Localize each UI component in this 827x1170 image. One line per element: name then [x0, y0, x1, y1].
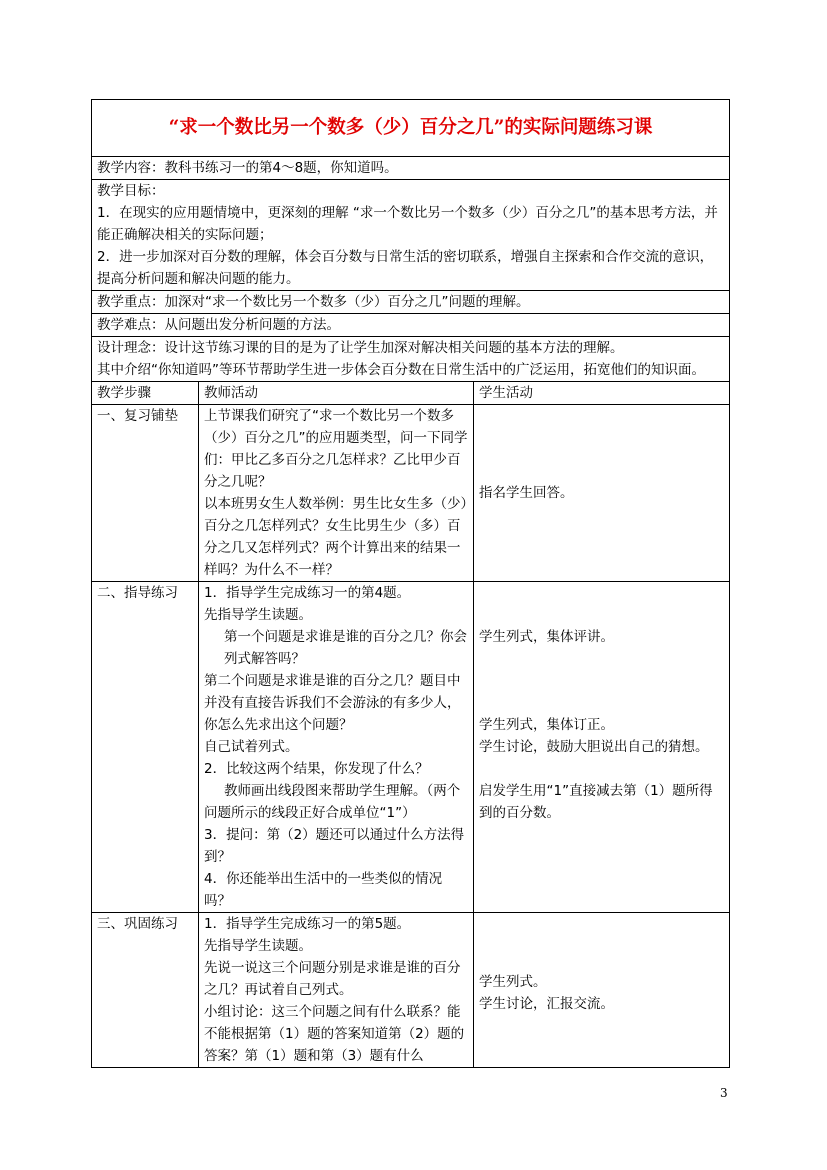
teacher-line: 以本班男女生人数举例：男生比女生多（少）百分之几怎样列式？女生比男生少（多）百分之几又怎样列式？两个计算出来的结果一样吗？为什么不一样？ [204, 496, 468, 578]
student-activity [474, 913, 730, 1068]
step-label: 一、复习铺垫 [92, 405, 199, 582]
table-row [92, 405, 730, 582]
difficulty: 教学难点：从问题出发分析问题的方法。 [92, 314, 730, 337]
student-line: 启发学生用“1”直接减去第（1）题所得到的百分数。 [479, 783, 713, 821]
teaching-goals [92, 180, 730, 291]
goal-item: 2．进一步加深对百分数的理解，体会百分数与日常生活的密切联系，增强自主探索和合作交流的意识，提高分析问题和解决问题的能力。 [97, 249, 714, 287]
student-line: 学生讨论，汇报交流。 [479, 996, 614, 1012]
goals-heading: 教学目标： [97, 183, 165, 199]
teaching-content: 教学内容：教科书练习一的第4～8题，你知道吗。 [92, 157, 730, 180]
lesson-plan-page [91, 99, 729, 1068]
teacher-line: 4．你还能举出生活中的一些类似的情况吗？ [204, 871, 443, 909]
concept-line: 设计理念：设计这节练习课的目的是为了让学生加深对解决相关问题的基本方法的理解。 [97, 340, 624, 356]
lesson-plan-table [91, 99, 730, 1068]
key-point: 教学重点：加深对“求一个数比另一个数多（少）百分之几”问题的理解。 [92, 291, 730, 314]
student-line: 学生列式，集体订正。 [479, 717, 614, 733]
teacher-line: 先说一说这三个问题分别是求谁是谁的百分之几？再试着自己列式。 [204, 960, 461, 998]
teacher-line: 先指导学生读题。 [204, 938, 312, 954]
header-step: 教学步骤 [92, 382, 199, 405]
student-line: 学生讨论，鼓励大胆说出自己的猜想。 [479, 739, 709, 755]
student-line: 指名学生回答。 [479, 485, 574, 501]
header-teacher: 教师活动 [199, 382, 474, 405]
teacher-line: 2．比较这两个结果，你发现了什么？ [204, 761, 429, 777]
page-number: 3 [720, 1086, 728, 1100]
student-activity [474, 582, 730, 913]
teacher-activity [199, 405, 474, 582]
table-row [92, 582, 730, 913]
student-activity [474, 405, 730, 582]
design-concept [92, 337, 730, 382]
step-label: 三、巩固练习 [92, 913, 199, 1068]
table-row [92, 913, 730, 1068]
teacher-activity [199, 913, 474, 1068]
teacher-line: 1．指导学生完成练习一的第5题。 [204, 916, 411, 932]
student-line: 学生列式，集体评讲。 [479, 629, 614, 645]
concept-line: 其中介绍“你知道吗”等环节帮助学生进一步体会百分数在日常生活中的广泛运用，拓宽他们的知识面。 [97, 362, 705, 378]
teacher-line: 1．指导学生完成练习一的第4题。 [204, 585, 411, 601]
student-line: 学生列式。 [479, 974, 547, 990]
teacher-line: 先指导学生读题。 [204, 607, 312, 623]
teacher-line: 自己试着列式。 [204, 739, 299, 755]
teacher-line: 第一个问题是求谁是谁的百分之几？你会列式解答吗？ [224, 629, 467, 667]
teacher-line: 第二个问题是求谁是谁的百分之几？题目中并没有直接告诉我们不会游泳的有多少人，你怎么先求出这个问题？ [204, 673, 461, 733]
teacher-line: 小组讨论：这三个问题之间有什么联系？能不能根据第（1）题的答案知道第（2）题的答案？第（1）题和第（3）题有什么 [204, 1004, 465, 1064]
teacher-line: 3．提问：第（2）题还可以通过什么方法得到？ [204, 827, 465, 865]
teacher-line: 教师画出线段图来帮助学生理解。（两个问题所示的线段正好合成单位“1”） [204, 783, 461, 821]
teacher-line: 上节课我们研究了“求一个数比另一个数多（少）百分之几”的应用题类型，问一下同学们：甲比乙多百分之几怎样求？乙比甲少百分之几呢？ [204, 408, 468, 490]
step-label: 二、指导练习 [92, 582, 199, 913]
header-student: 学生活动 [474, 382, 730, 405]
document-title: “求一个数比另一个数多（少）百分之几”的实际问题练习课 [92, 100, 730, 157]
goal-item: 1．在现实的应用题情境中，更深刻的理解 “求一个数比另一个数多（少）百分之几”的基本思考方法，并能正确解决相关的实际问题； [97, 205, 718, 243]
teacher-activity [199, 582, 474, 913]
